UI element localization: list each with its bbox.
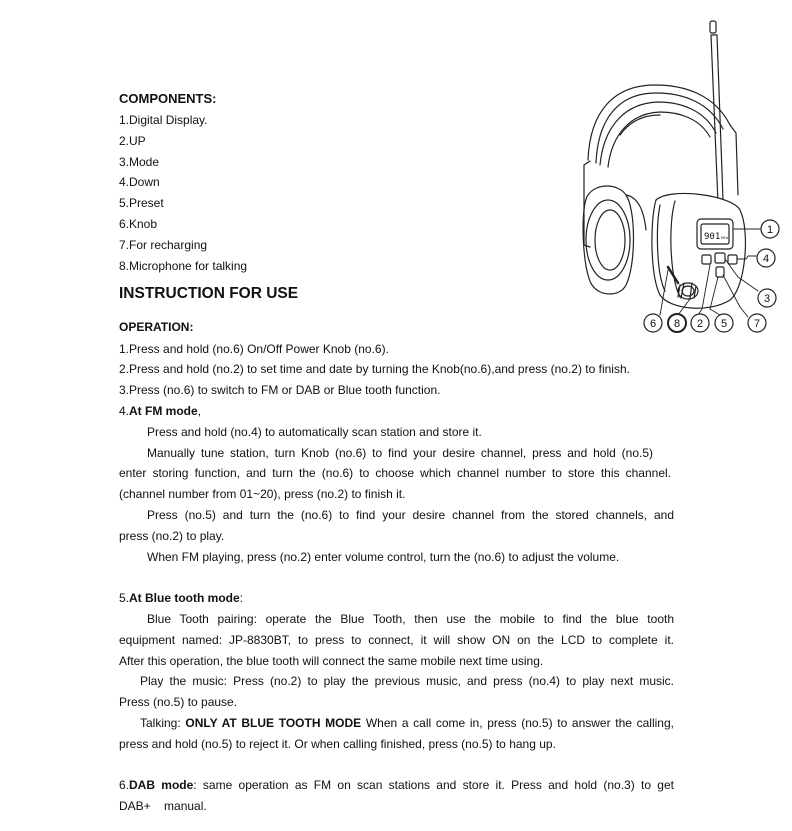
step-3: 3.Press (no.6) to switch to FM or DAB or Blue tooth function. [119,383,441,397]
fm-paragraph: Press (no.5) and turn the (no.6) to find your desire channel from the stored channels, and [147,508,674,522]
callout-1 [761,220,779,238]
dab-paragraph: 6.DAB mode: same operation as FM on scan stations and store it. Press and hold (no.3) to get [119,778,674,792]
operation-heading: OPERATION: [119,320,194,334]
bt-paragraph: equipment named: JP-8830BT, to press to connect, it will show ON on the LCD to complete it. [119,633,674,647]
svg-text:3: 3 [763,293,771,305]
component-item: 8.Microphone for talking [119,259,248,273]
svg-text:7: 7 [753,318,761,330]
step-1: 1.Press and hold (no.6) On/Off Power Knob (no.6). [119,342,389,356]
component-item: 1.Digital Display. [119,113,208,127]
step-2: 2.Press and hold (no.2) to set time and date by turning the Knob(no.6),and press (no.2) to finish. [119,362,630,376]
fm-paragraph: Press and hold (no.4) to automatically scan station and store it. [147,425,482,439]
bt-paragraph: Play the music: Press (no.2) to play the previous music, and press (no.4) to play next music. [140,674,674,688]
callout-5 [715,314,733,332]
svg-text:5: 5 [720,318,728,330]
lcd-readout: 901 [704,232,721,242]
callout-6 [644,314,662,332]
svg-text:8: 8 [673,318,681,330]
component-item: 2.UP [119,134,146,148]
component-item: 4.Down [119,175,160,189]
left-ear-cup [583,186,646,294]
bt-paragraph: Press (no.5) to pause. [119,695,238,709]
dab-paragraph: DAB+ manual. [119,799,207,813]
fm-paragraph: When FM playing, press (no.2) enter volume control, turn the (no.6) to adjust the volume. [147,550,620,564]
component-item: 6.Knob [119,217,158,231]
bt-paragraph: press and hold (no.5) to reject it. Or when calling finished, press (no.5) to hang up. [119,737,556,751]
fm-paragraph: enter storing function, and turn the (no.6) to choose which channel number to store this channel. [119,466,671,480]
bt-paragraph: Blue Tooth pairing: operate the Blue Tooth, then use the mobile to find the blue tooth [147,612,674,626]
fm-mode-heading: 4.At FM mode, [119,404,202,418]
component-item: 3.Mode [119,155,160,169]
lcd-unit: MHz [721,236,729,240]
bt-paragraph: After this operation, the blue tooth will connect the same mobile next time using. [119,654,544,668]
bt-paragraph: Talking: ONLY AT BLUE TOOTH MODE When a call come in, press (no.5) to answer the calling, [140,716,674,730]
svg-text:4: 4 [762,253,770,265]
callout-7 [748,314,766,332]
svg-text:2: 2 [696,318,704,330]
svg-text:6: 6 [649,318,657,330]
callout-2 [691,314,709,332]
fm-paragraph: press (no.2) to play. [119,529,225,543]
component-item: 7.For recharging [119,238,208,252]
fm-paragraph: (channel number from 01~20), press (no.2) to finish it. [119,487,406,501]
bt-mode-heading: 5.At Blue tooth mode: [119,591,244,605]
earmuff-radio-illustration [560,15,792,340]
callout-3 [758,289,776,307]
component-item: 5.Preset [119,196,164,210]
components-heading: COMPONENTS: [119,91,217,106]
callout-8 [668,314,686,332]
callout-4 [757,249,775,267]
svg-text:1: 1 [766,224,774,236]
volume-knob [678,283,698,299]
instruction-heading: INSTRUCTION FOR USE [119,285,299,302]
fm-paragraph: Manually tune station, turn Knob (no.6) to find your desire channel, press and hold (no.5) [147,446,653,460]
